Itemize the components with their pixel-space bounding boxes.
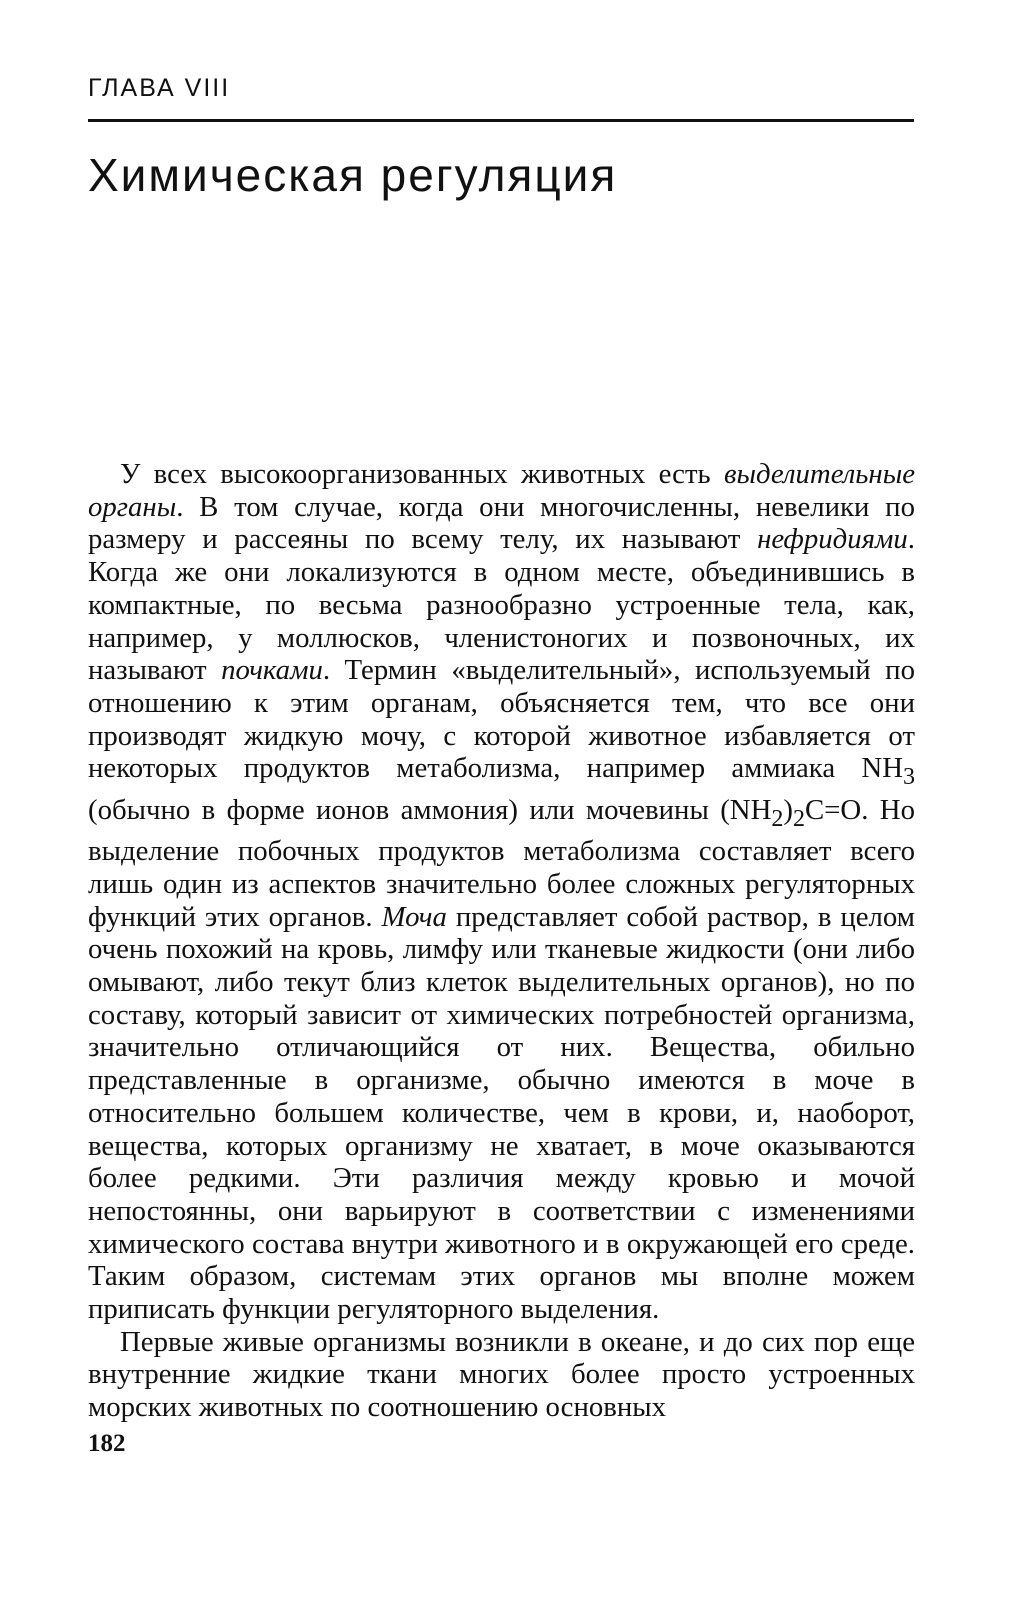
chapter-title: Химическая регуляция: [88, 149, 618, 201]
text-run: (обычно в форме ионов аммония) или мочевины (NH: [88, 793, 772, 826]
paragraph: [88, 458, 915, 1326]
text-run: . Термин «выделительный», используемый по отношению к этим органам, объясняется тем, что все они производят жидкую мочу, с которой животное избавляется от некоторых продуктов метаболизма, например аммиака NH: [88, 654, 915, 785]
text-run: . Когда же они локализуются в одном месте, объединившись в компактные, по весьма разнообразно устроенные тела, как, например, у моллюсков, членистоногих и позвоночных, их называют: [88, 523, 915, 687]
text-run: C=O. Но выделение побочных продуктов метаболизма составляет всего лишь один из аспектов значительно более сложных регуляторных функций этих органов.: [88, 793, 915, 933]
text-run: ): [783, 793, 793, 826]
text-run: Первые живые организмы возникли в океане, и до сих пор еще внутренние жидкие ткани многих более просто устроенных морских животных по соотношению основных: [88, 1325, 915, 1424]
page-number: 182: [88, 1430, 126, 1457]
chemical-subscript: 3: [903, 764, 915, 791]
paragraph: [88, 1326, 915, 1424]
italic-term: выделительные органы: [88, 458, 915, 523]
header-rule: [88, 119, 914, 122]
italic-term: нефридиями: [757, 523, 908, 556]
italic-term: почками: [221, 654, 323, 687]
italic-term: Моча: [381, 900, 447, 933]
chemical-subscript: 2: [792, 805, 805, 832]
chapter-heading: ГЛАВА VIII: [88, 74, 231, 102]
text-run: . В том случае, когда они многочисленны, невелики по размеру и рассеяны по всему телу, их называют: [88, 490, 915, 556]
text-run: представляет собой раствор, в целом очень похожий на кровь, лимфу или тканевые жидкости (они либо омывают, либо текут близ клеток выделительных органов), но по составу, который зависит от химических потребностей организма, значительно отличающийся от них. Вещества, обильно представленные в организме, обычно имеются в моче в относительно большем количестве, чем в крови, и, наоборот, вещества, которых организму не хватает, в моче оказываются более редкими. Эти различия между кровью и мочой непостоянны, они варьируют в соответствии с изменениями химического состава внутри животного и в окружающей его среде. Таким образом, системам этих органов мы вполне можем приписать функции регуляторного выделения.: [88, 900, 915, 1326]
text-run: У всех высокоорганизованных животных есть: [120, 458, 724, 490]
body-text: [88, 458, 915, 1424]
chemical-subscript: 2: [771, 805, 784, 832]
